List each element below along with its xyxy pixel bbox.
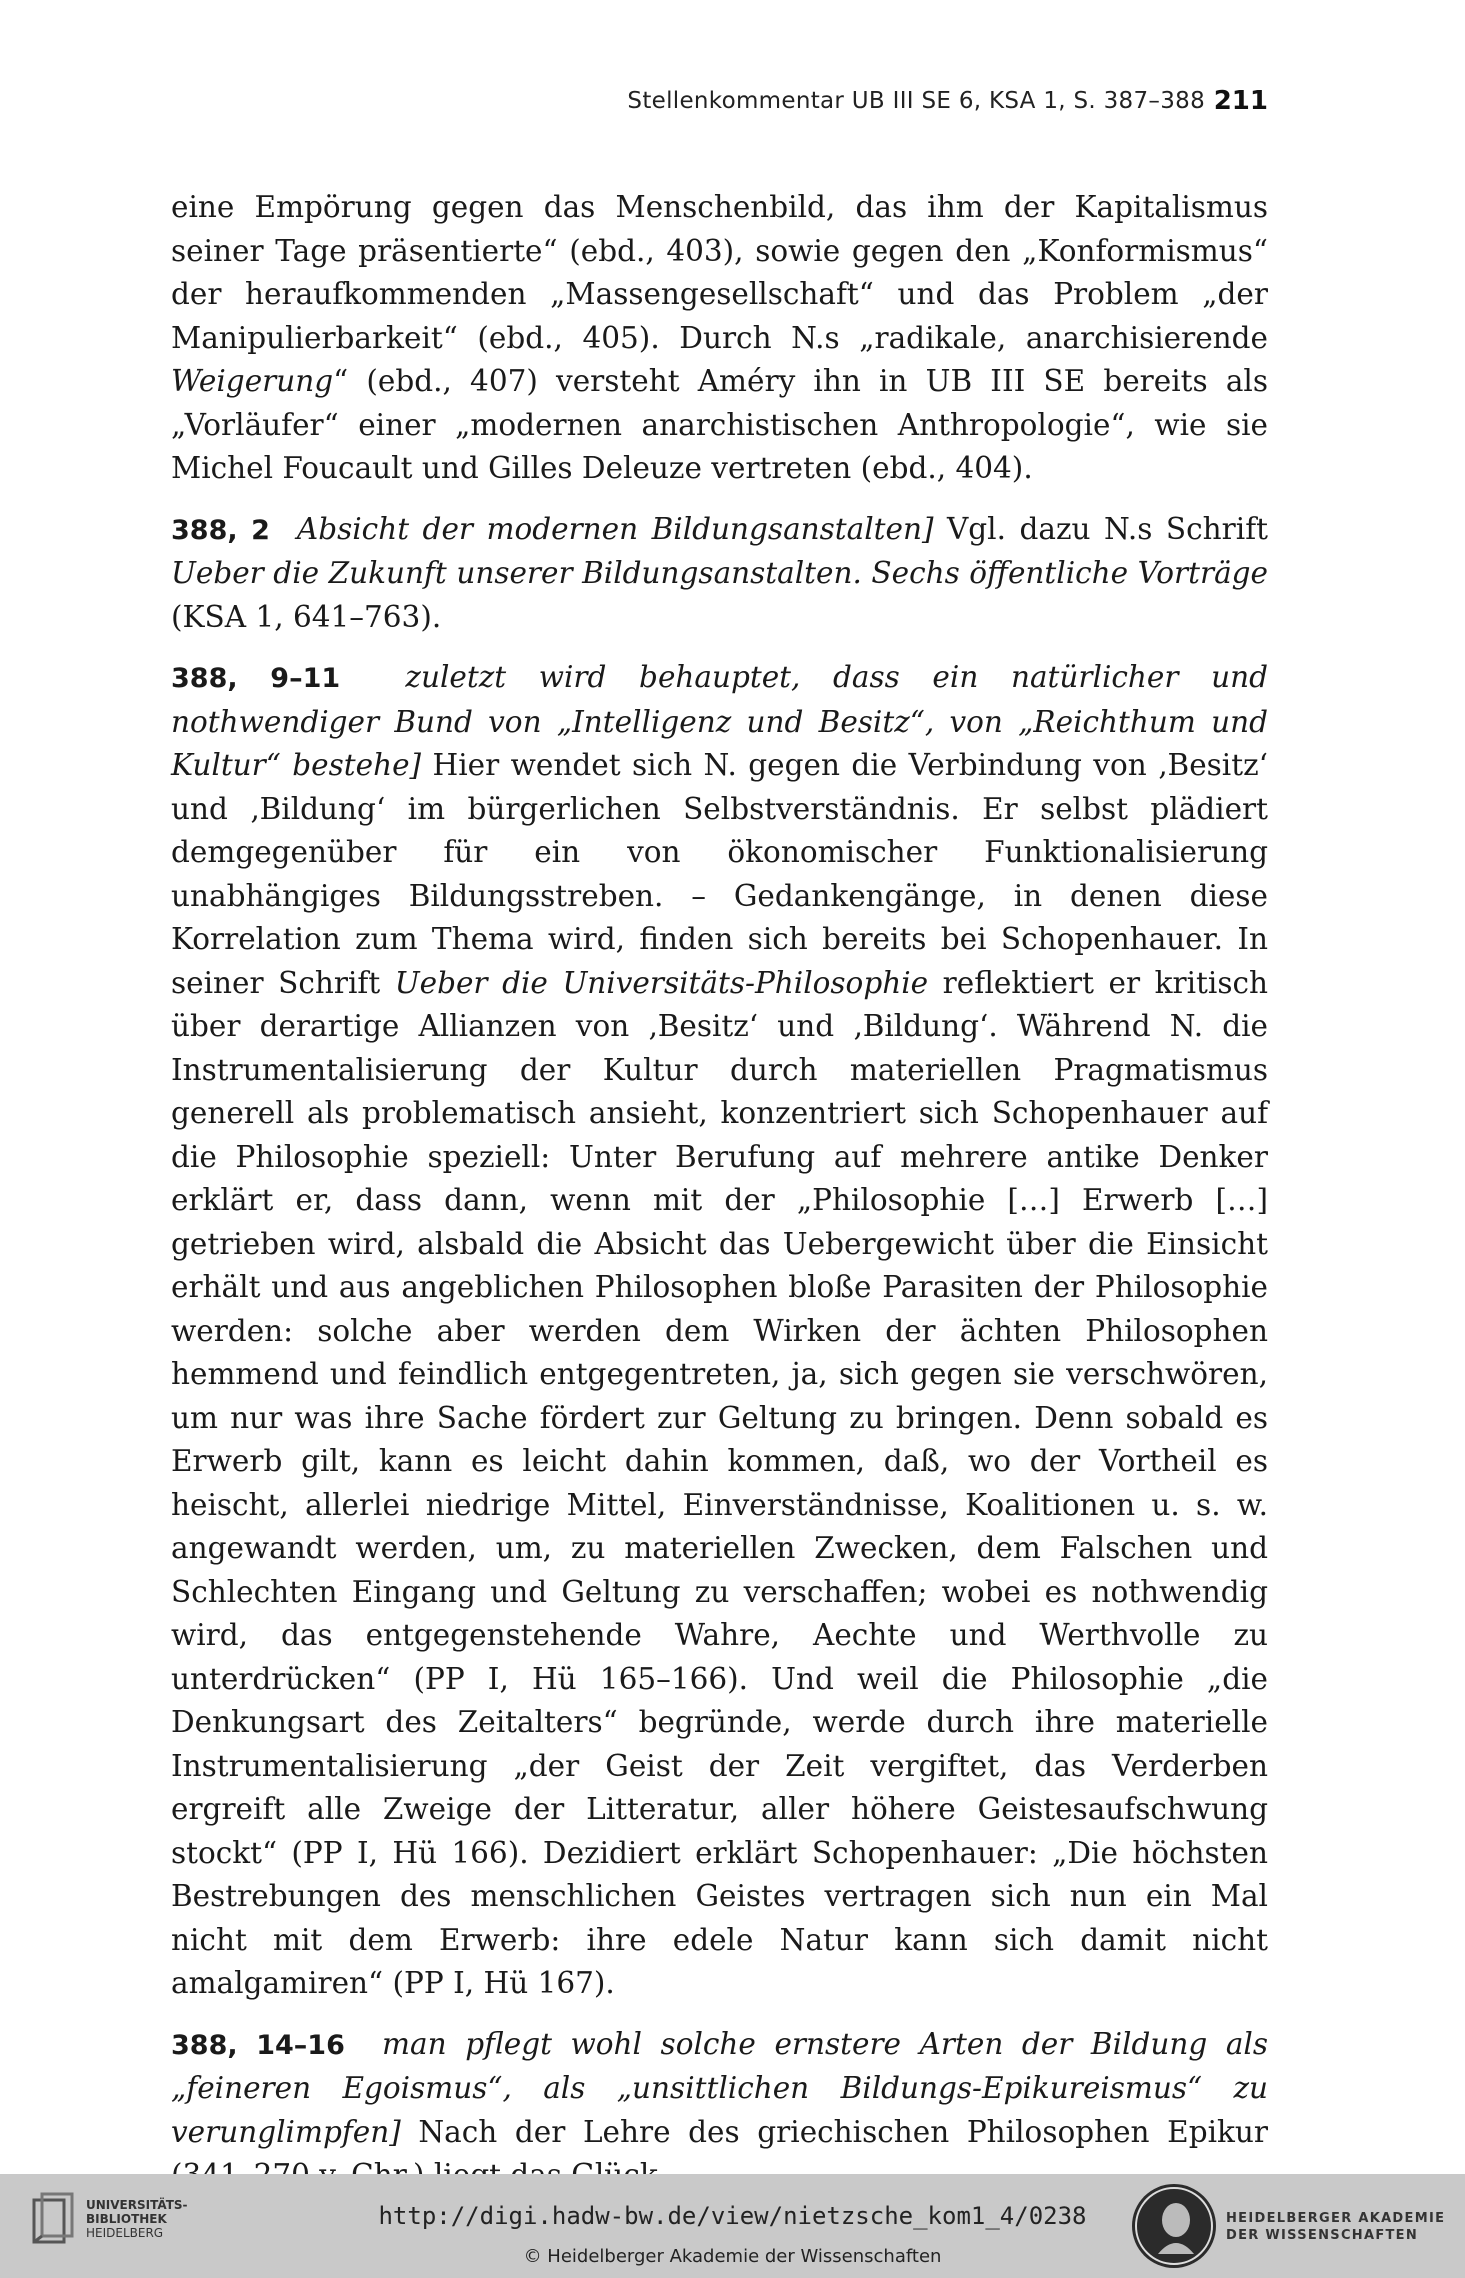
commentary-entry [171, 656, 1268, 2006]
academy-name [1226, 2210, 1445, 2244]
lemma-text: Absicht der modernen Bildungsanstalten] [296, 511, 934, 546]
commentary-body [171, 186, 1268, 2198]
academy-line: DER WISSENSCHAFTEN [1226, 2228, 1419, 2243]
entry-text: reflektiert er kritisch über derartige Allianzen von ‚Besitz‘ und ‚Bildung‘. Während N. die Instrumentalisierung der Kultur durch materiellen Pragmatismus generell als problematisch ansieht, konzentriert sich Schopenhauer auf die Philosophie speziell: Unter Berufung auf mehrere antike Denker erklärt er, dass dann, wenn mit der „Philosophie […] Erwerb […] getrieben wird, alsbald die Absicht das Uebergewicht über die Einsicht erhält und aus angeblichen Philosophen bloße Parasiten der Philosophie werden: solche aber werden dem Wirken der ächten Philosophen hemmend und feindlich entgegentreten, ja, sich gegen sie verschwören, um nur was ihre Sache fördert zur Geltung zu bringen. Denn sobald es Erwerb gilt, kann es leicht dahin kommen, daß, wo der Vortheil es heischt, allerlei niedrige Mittel, Einverständnisse, Koalitionen u. s. w. angewandt werden, um, zu materiellen Zwecken, dem Falschen und Schlechten Eingang und Geltung zu verschaffen; wobei es nothwendig wird, das entgegenstehende Wahre, Aechte und Werthvolle zu unterdrücken“ (PP I, Hü 165–166). Und weil die Philosophie „die Denkungsart des Zeitalters“ begründe, werde durch ihre materielle Instrumentalisierung „der Geist der Zeit vergiftet, das Verderben ergreift alle Zweige der Litteratur, aller höhere Geistesaufschwung stockt“ (PP I, Hü 166). Dezidiert erklärt Schopenhauer: „Die höchsten Bestrebungen des menschlichen Geistes vertragen sich nun ein Mal nicht mit dem Erwerb: ihre edele Natur kann sich damit nicht amalgamiren“ (PP I, Hü 167). [171, 965, 1268, 2000]
source-url-link[interactable]: http://digi.hadw-bw.de/view/nietzsche_kom1_4/0238 [378, 2202, 1087, 2230]
entry-italic: Ueber die Zukunft unserer Bildungsanstalten. Sechs öffentliche Vorträge [171, 556, 1268, 590]
ub-line: BIBLIOTHEK [86, 2212, 167, 2226]
academy-line: HEIDELBERGER AKADEMIE [1226, 2211, 1446, 2226]
intro-text-1: eine Empörung gegen das Menschenbild, das ihm der Kapitalismus seiner Tage präsentierte“ (ebd., 403), sowie gegen den „Konformismus“ der heraufkommenden „Massengesellschaft“ und das Problem „der Manipulierbarkeit“ (ebd., 405). Durch N.s „radikale, anarchisierende [171, 190, 1268, 355]
commentary-entry [171, 508, 1268, 640]
running-head-title: Stellenkommentar UB III SE 6, KSA 1, S. 387–388 [627, 88, 1205, 114]
lemma-reference: 388, 14–16 [171, 2029, 345, 2061]
digitization-footer [0, 2174, 1465, 2278]
entry-text: Hier wendet sich N. gegen die Verbindung von ‚Besitz‘ und ‚Bildung‘ im bürgerlichen Selbstverständnis. Er selbst plädiert demgegenüber für ein von ökonomischer Funktionalisierung unabhängiges Bildungsstreben. – Gedankengänge, in denen diese Korrelation zum Thema wird, finden sich bereits bei Schopenhauer. In seiner Schrift [171, 748, 1269, 1000]
ub-line: HEIDELBERG [86, 2226, 164, 2240]
entry-italic: Ueber die Universitäts-Philosophie [394, 965, 929, 1000]
entry-text: Vgl. dazu N.s Schrift [933, 511, 1268, 546]
copyright-notice: © Heidelberger Akademie der Wissenschaften [523, 2246, 942, 2267]
commentary-entry [171, 2023, 1268, 2198]
entry-text: Nach der Lehre des griechischen Philosophen Epikur [418, 2114, 1268, 2149]
lemma-reference: 388, 2 [171, 514, 270, 546]
ub-line: UNIVERSITÄTS- [86, 2198, 188, 2212]
academy-emblem-icon [1132, 2184, 1216, 2268]
entry-text: (KSA 1, 641–763). [171, 599, 442, 634]
intro-italic: Weigerung [171, 364, 334, 398]
portrait-medallion-icon [1132, 2184, 1216, 2268]
page-number: 211 [1213, 86, 1268, 116]
lemma-text: man pflegt wohl solche ernstere Arten der Bildung als „feineren Egoismus“, als „unsittlichen Bildungs-Epikureismus“ zu verunglimpfen] [171, 2026, 1268, 2149]
intro-paragraph [171, 186, 1268, 491]
lemma-reference: 388, 9–11 [171, 663, 341, 694]
running-head [170, 88, 1265, 114]
intro-text-2: “ (ebd., 407) versteht Améry ihn in UB III SE bereits als „Vorläufer“ einer „modernen anarchistischen Anthropologie“, wie sie Michel Foucault und Gilles Deleuze vertreten (ebd., 404). [171, 364, 1268, 485]
lemma-text: zuletzt wird behauptet, dass ein natürlicher und nothwendiger Bund von „Intelligenz und Besitz“, von „Reichthum und Kultur“ bestehe] [171, 660, 1268, 782]
